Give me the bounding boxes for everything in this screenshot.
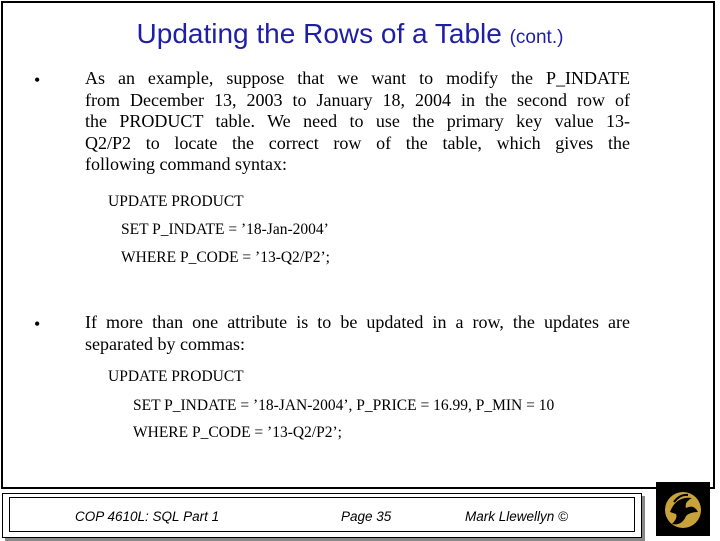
footer <box>2 493 642 538</box>
title-main: Updating the Rows of a Table <box>136 18 502 49</box>
paragraph-line: from December 13, 2003 to January 18, 2004 in the second row of <box>85 89 630 110</box>
paragraph-line: If more than one attribute is to be updated in a row, the updates are <box>85 312 630 332</box>
bullet-paragraph <box>85 68 630 176</box>
footer-author: Mark Llewellyn © <box>465 509 568 524</box>
sql-code-line: SET P_INDATE = ’18-Jan-2004’ <box>121 221 329 238</box>
bullet-marker: • <box>34 70 41 90</box>
ucf-pegasus-logo-icon <box>656 482 710 536</box>
bullet-marker: • <box>34 314 41 334</box>
title-subtitle: (cont.) <box>509 27 564 48</box>
paragraph-line: As an example, suppose that we want to modify the P_INDATE <box>85 68 630 88</box>
paragraph-line: following command syntax: <box>85 154 287 174</box>
sql-code-line: SET P_INDATE = ’18-JAN-2004’, P_PRICE = 16.99, P_MIN = 10 <box>133 397 555 414</box>
paragraph-line: Q2/P2 to locate the correct row of the table, which gives the <box>85 132 630 153</box>
bullet-paragraph <box>85 312 630 355</box>
paragraph-line: the PRODUCT table. We need to use the primary key value 13- <box>85 111 630 131</box>
slide-title <box>0 18 700 50</box>
sql-code-line: UPDATE PRODUCT <box>108 193 244 210</box>
sql-code-line: WHERE P_CODE = ’13-Q2/P2’; <box>133 424 342 441</box>
paragraph-line: separated by commas: <box>85 333 245 354</box>
sql-code-line: UPDATE PRODUCT <box>108 368 244 385</box>
footer-course: COP 4610L: SQL Part 1 <box>75 509 220 524</box>
sql-code-line: WHERE P_CODE = ’13-Q2/P2’; <box>121 249 330 266</box>
footer-page-number: Page 35 <box>341 509 392 524</box>
